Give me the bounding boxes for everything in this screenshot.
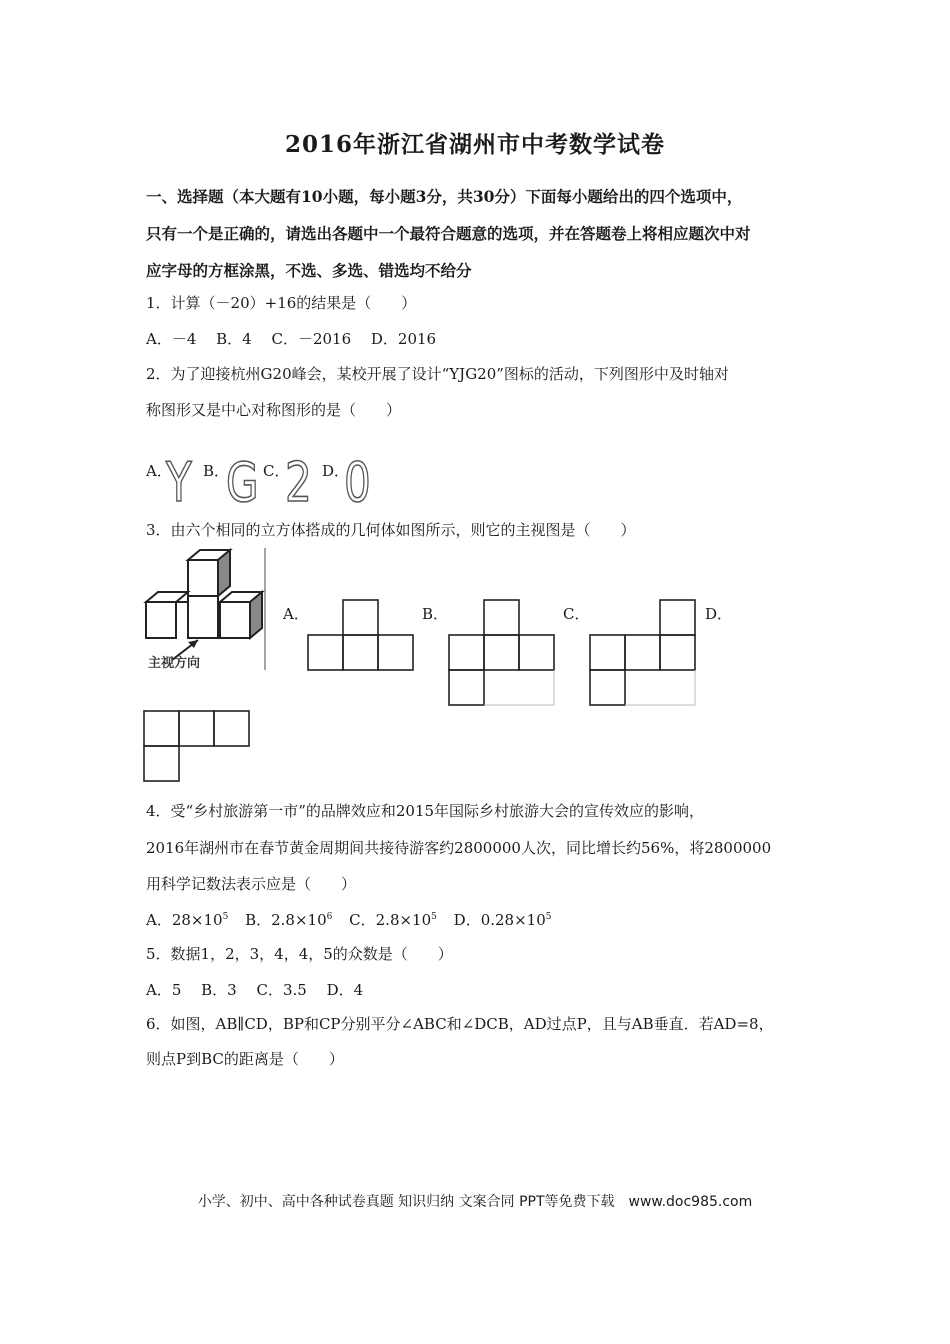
q2-glyph-2: 2 [285,451,312,514]
q2-stem-line2: 称图形又是中心对称图形的是（ ） [146,401,402,419]
q4-option-c-exponent: 5 [431,912,437,922]
q6-stem-line2: 则点P到BC的距离是（ ） [146,1050,344,1068]
q4-option-b: B．2.8×10 [245,911,327,929]
q2-glyph-g: G [226,451,259,514]
q4-option-d-exponent: 5 [545,912,552,922]
q2-label-c: C． [263,462,290,480]
q3-label-b: B． [422,605,449,623]
q4-options [146,909,552,930]
q4-option-c: C．2.8×10 [349,911,432,929]
q3-stem: 3．由六个相同的立方体搭成的几何体如图所示，则它的主视图是（ ） [146,521,636,539]
q6-stem-line1: 6．如图，AB∥CD，BP和CP分别平分∠ABC和∠DCB，AD过点P，且与AB垂直．若AD=8， [146,1015,774,1033]
q1-options: A．－4 B．4 C．－2016 D．2016 [146,330,437,348]
q2-label-a: A． [146,462,172,480]
q4-option-a: A．28×10 [146,911,223,929]
q4-stem-line1: 4．受“乡村旅游第一市”的品牌效应和2015年国际乡村旅游大会的宣传效应的影响， [146,802,705,820]
q3-label-a: A． [283,605,309,623]
q3-label-d: D． [705,605,733,623]
q3-option-c-figure [588,598,700,708]
q2-glyph-y: Y [166,451,192,514]
q4-stem-line3: 用科学记数法表示应是（ ） [146,875,357,893]
q3-label-c: C． [563,605,590,623]
q3-option-a-figure [306,598,416,673]
section-heading-line1: 一、选择题（本大题有10小题，每小题3分，共30分）下面每小题给出的四个选项中， [146,187,743,206]
q2-stem-line1: 2．为了迎接杭州G20峰会，某校开展了设计“YJG20”图标的活动，下列图形中及时轴对 [146,365,729,383]
view-direction-label: 主视方向 [148,656,201,671]
q1-stem: 1．计算（－20）+16的结果是（ ） [146,294,417,312]
q3-option-d-figure [142,709,254,784]
q2-glyph-0: 0 [344,451,371,514]
q4-option-b-exponent: 6 [326,912,333,922]
q4-option-d: D．0.28×10 [453,911,546,929]
q4-option-a-exponent: 5 [222,912,229,922]
section-heading-line2: 只有一个是正确的，请选出各题中一个最符合题意的选项，并在答题卷上将相应题次中对 [146,224,751,243]
section-heading-line3: 应字母的方框涂黑，不选、多选、错选均不给分 [146,261,472,280]
q2-label-d: D． [322,462,350,480]
q5-stem: 5．数据1，2，3，4，4，5的众数是（ ） [146,945,453,963]
page-footer: 小学、初中、高中各种试卷真题 知识归纳 文案合同 PPT等免费下载 www.doc985.com [197,1194,753,1210]
q2-label-b: B． [203,462,230,480]
q3-option-b-figure [447,598,559,708]
q4-stem-line2: 2016年湖州市在春节黄金周期间共接待游客约2800000人次，同比增长约56%，将2800000 [146,839,772,857]
q5-options: A．5 B．3 C．3.5 D．4 [146,981,364,999]
page-title: 2016年浙江省湖州市中考数学试卷 [284,131,665,158]
